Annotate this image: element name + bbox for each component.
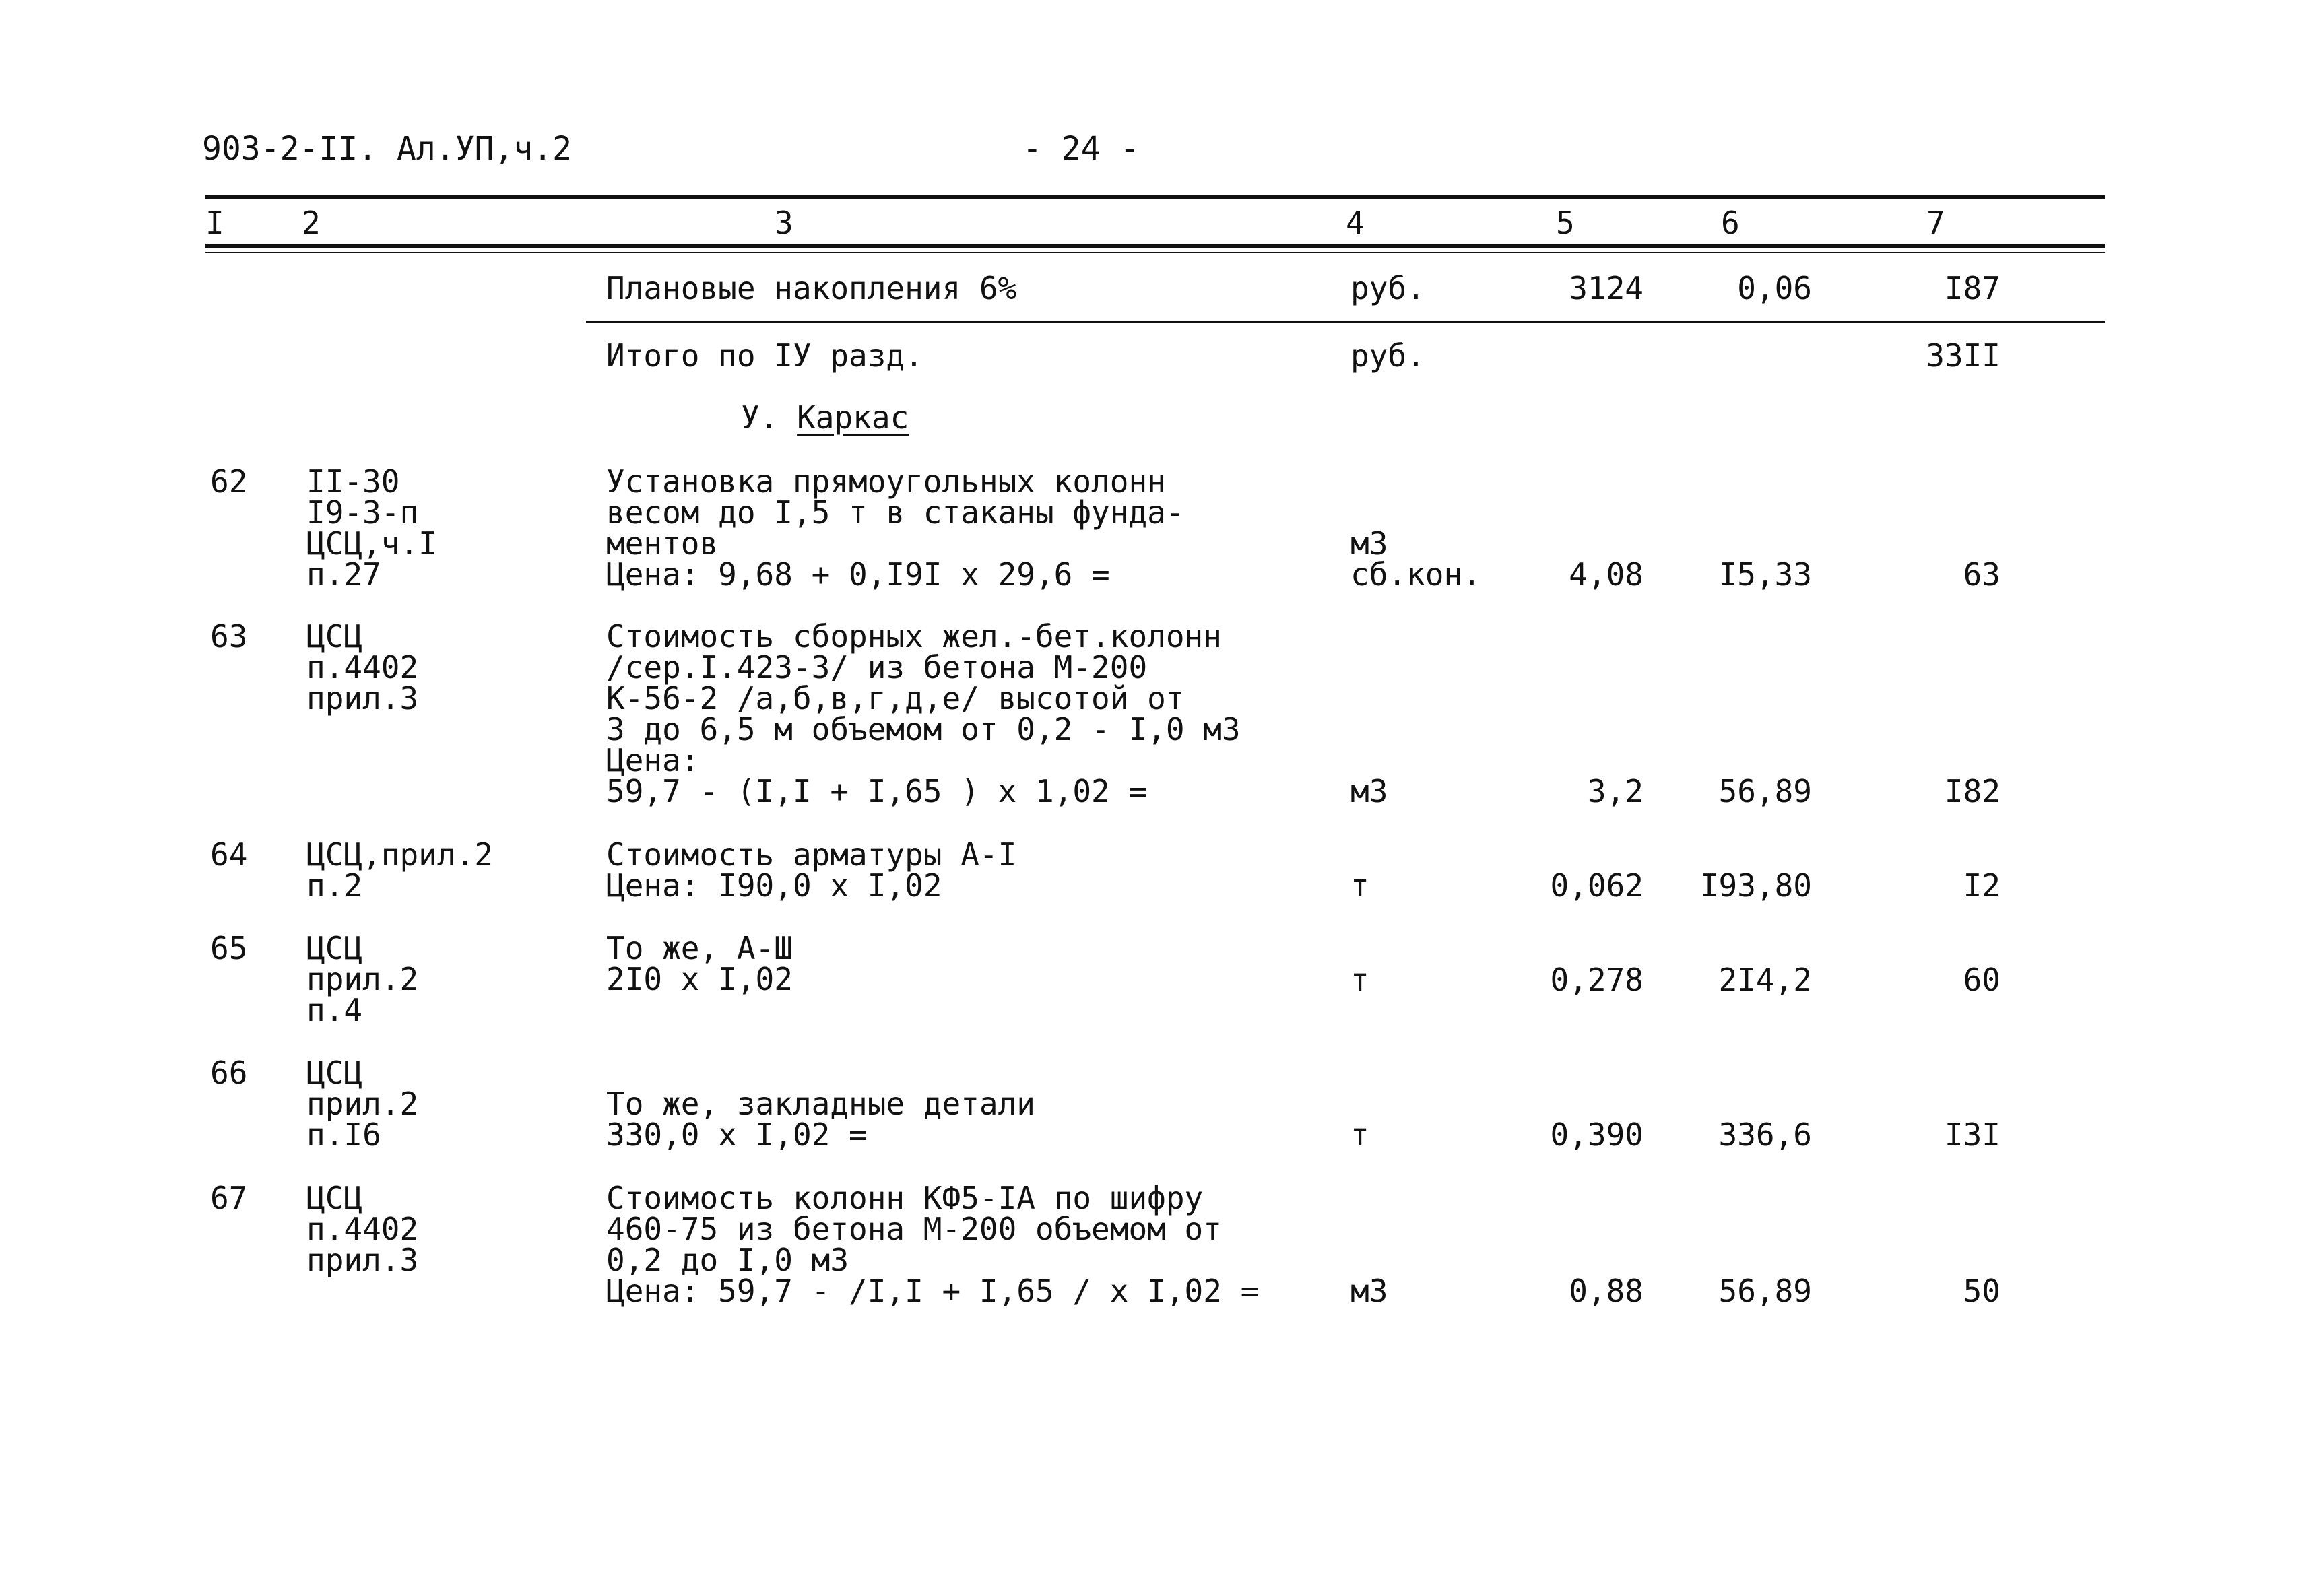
row-64-price: I93,80 (1699, 867, 1812, 904)
row-67-reference: ЦСЦ п.4402 прил.3 (306, 1180, 419, 1278)
row-66-description: То же, закладные детали 330,0 x I,02 = (606, 1086, 1035, 1153)
header-bottom-rule (205, 244, 2105, 248)
page-number: - 24 - (1022, 130, 1140, 168)
section-title-underlined: Каркас (797, 399, 909, 436)
summary-planned-unit: руб. (1350, 270, 1425, 306)
row-67-price: 56,89 (1718, 1273, 1812, 1309)
column-header-2: 2 (302, 205, 321, 241)
row-62-description: Установка прямоугольных колонн весом до I,5 т в стаканы фунда- ментов Цена: 9,68 + 0,I9I x 29,6 = (606, 463, 1185, 593)
row-63-quantity: 3,2 (1587, 773, 1643, 809)
row-65-quantity: 0,278 (1550, 962, 1643, 998)
row-67-description: Стоимость колонн КФ5-IА по шифру 460-75 из бетона М-200 объемом от 0,2 до I,0 м3 Цена: 59,7 - /I,I + I,65 / x I,02 = (606, 1180, 1260, 1309)
summary-planned-qty: 3124 (1569, 270, 1643, 306)
row-64-unit: т (1350, 867, 1369, 904)
row-63-description: Стоимость сборных жел.-бет.колонн /сер.I.423-3/ из бетона М-200 К-56-2 /а,б,в,г,д,е/ высотой от 3 до 6,5 м объемом от 0,2 - I,0 м3 Цена: 59,7 - (I,I + I,65 ) x 1,02 = (606, 618, 1241, 809)
column-header-3: 3 (775, 205, 793, 241)
summary-total-desc: Итого по IУ разд. (606, 337, 923, 374)
row-67-unit: м3 (1350, 1273, 1388, 1309)
column-header-6: 6 (1721, 205, 1740, 241)
row-62-number: 62 (210, 463, 248, 500)
summary-planned-desc: Плановые накопления 6% (606, 270, 1017, 306)
row-67-total: 50 (1963, 1273, 2000, 1309)
row-65-unit: т (1350, 962, 1369, 998)
row-66-price: 336,6 (1718, 1117, 1812, 1153)
header-bottom-rule-thin (205, 252, 2105, 253)
summary-planned-price: 0,06 (1737, 270, 1812, 306)
column-header-1: I (205, 205, 224, 241)
row-63-price: 56,89 (1718, 773, 1812, 809)
row-64-quantity: 0,062 (1550, 867, 1643, 904)
row-65-number: 65 (210, 930, 248, 966)
summary-planned-total: I87 (1944, 270, 2000, 306)
row-66-reference: ЦСЦ прил.2 п.I6 (306, 1055, 419, 1153)
row-65-description: То же, А-Ш 2I0 x I,02 (606, 930, 793, 997)
row-66-number: 66 (210, 1055, 248, 1091)
row-62-price: I5,33 (1718, 556, 1812, 593)
row-64-description: Стоимость арматуры А-I Цена: I90,0 x I,02 (606, 836, 1017, 904)
row-62-total: 63 (1963, 556, 2000, 593)
row-65-reference: ЦСЦ прил.2 п.4 (306, 930, 419, 1028)
section-title: У. Каркас (741, 399, 909, 436)
row-65-total: 60 (1963, 962, 2000, 998)
document-code: 903-2-II. Ал.УП,ч.2 (202, 130, 573, 168)
row-64-number: 64 (210, 836, 248, 873)
row-63-number: 63 (210, 618, 248, 655)
row-64-total: I2 (1963, 867, 2000, 904)
row-62-reference: II-30 I9-3-п ЦСЦ,ч.I п.27 (306, 463, 437, 593)
top-rule (205, 195, 2105, 199)
row-63-total: I82 (1944, 773, 2000, 809)
row-63-reference: ЦСЦ п.4402 прил.3 (306, 618, 419, 717)
row-63-unit: м3 (1350, 773, 1388, 809)
column-header-5: 5 (1556, 205, 1575, 241)
row-64-reference: ЦСЦ,прил.2 п.2 (306, 836, 493, 904)
column-header-4: 4 (1346, 205, 1365, 241)
row-66-unit: т (1350, 1117, 1369, 1153)
row-62-quantity: 4,08 (1569, 556, 1643, 593)
row-62-unit: м3 сб.кон. (1350, 525, 1481, 593)
summary-total-unit: руб. (1350, 337, 1425, 374)
row-65-price: 2I4,2 (1718, 962, 1812, 998)
summary-rule (586, 321, 2105, 323)
column-header-7: 7 (1926, 205, 1945, 241)
row-66-quantity: 0,390 (1550, 1117, 1643, 1153)
row-67-quantity: 0,88 (1569, 1273, 1643, 1309)
row-66-total: I3I (1944, 1117, 2000, 1153)
row-67-number: 67 (210, 1180, 248, 1216)
summary-total-value: 33II (1926, 337, 2000, 374)
